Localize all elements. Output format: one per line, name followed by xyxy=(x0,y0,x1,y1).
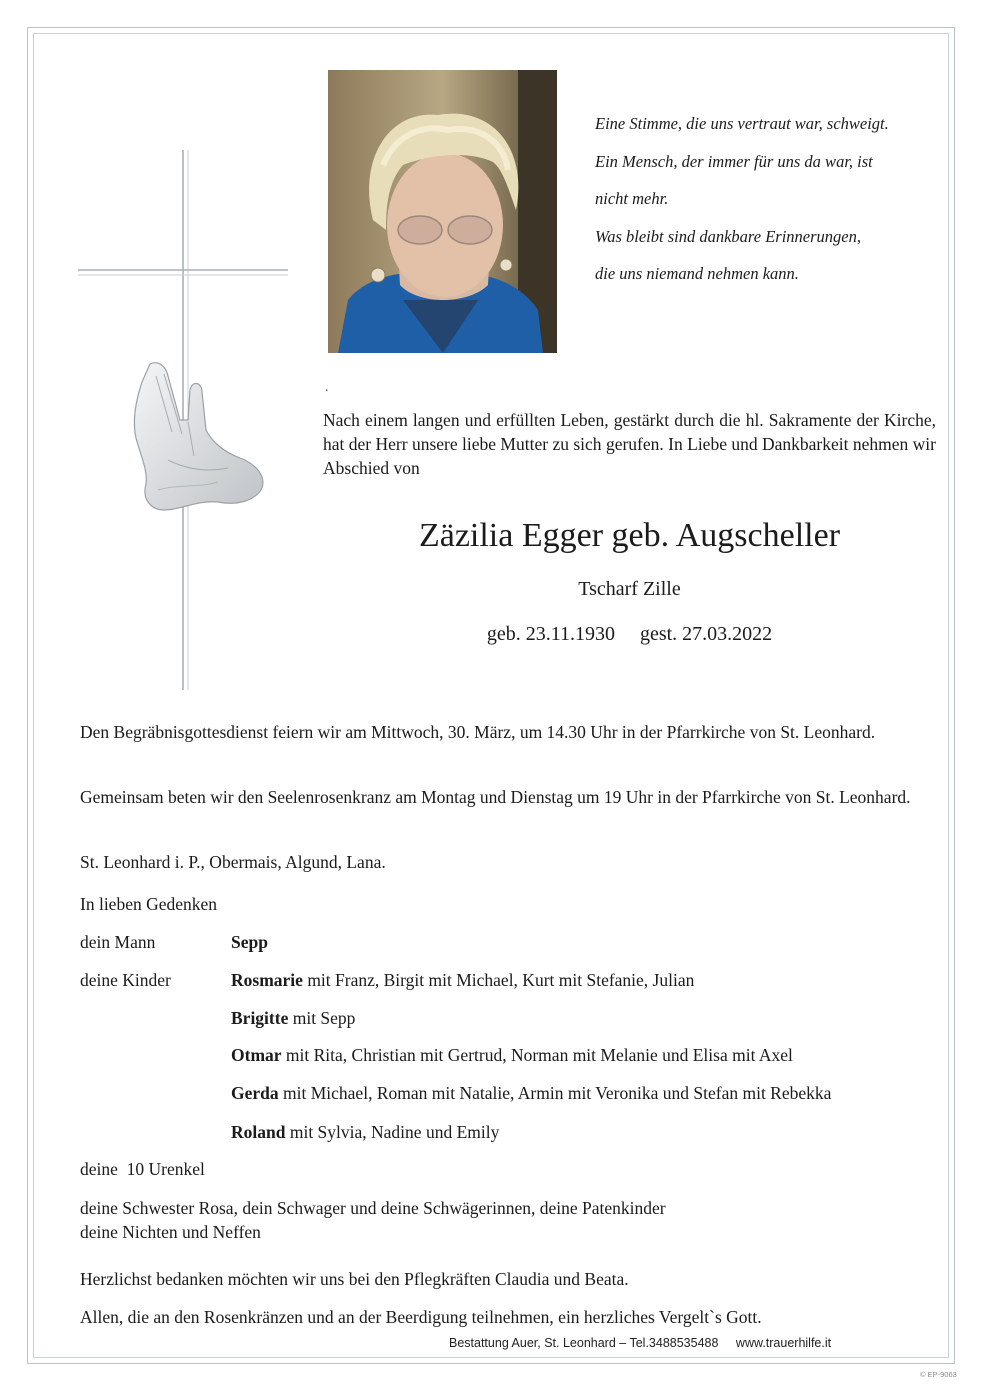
verse-line: Eine Stimme, die uns vertraut war, schweigt. xyxy=(595,114,889,133)
child-row xyxy=(231,1043,793,1067)
relatives-line-1: deine Schwester Rosa, dein Schwager und deine Schwägerinnen, deine Patenkinder xyxy=(80,1198,666,1218)
deceased-nickname: Tscharf Zille xyxy=(578,578,681,600)
portrait-photo xyxy=(328,70,557,353)
mourner-name: Sepp xyxy=(231,932,268,952)
funeral-home-contact: Bestattung Auer, St. Leonhard – Tel.3488535488 xyxy=(449,1336,719,1350)
life-dates xyxy=(323,623,936,646)
small-dot: . xyxy=(325,380,329,395)
verse-line: die uns niemand nehmen kann. xyxy=(595,264,799,283)
child-family: mit Rita, Christian mit Gertrud, Norman mit Melanie und Elisa mit Axel xyxy=(281,1045,793,1065)
child-name: Roland xyxy=(231,1122,286,1142)
child-family: mit Franz, Birgit mit Michael, Kurt mit Stefanie, Julian xyxy=(302,970,695,990)
places-line: St. Leonhard i. P., Obermais, Algund, Lana. xyxy=(80,852,386,872)
verse-line: Ein Mensch, der immer für uns da war, ist xyxy=(595,151,873,171)
child-row xyxy=(231,1006,355,1030)
death-date: gest. 27.03.2022 xyxy=(639,623,773,645)
child-family: mit Sylvia, Nadine und Emily xyxy=(285,1122,500,1142)
funeral-paragraph: Den Begräbnisgottesdienst feiern wir am Mittwoch, 30. März, um 14.30 Uhr in der Pfarrkirche von St. Leonhard. xyxy=(80,722,876,742)
deceased-name: Zäzilia Egger geb. Augscheller xyxy=(418,517,841,554)
birth-date: geb. 23.11.1930 xyxy=(486,623,615,645)
thanks-all-line: Allen, die an den Rosenkränzen und an der Beerdigung teilnehmen, ein herzliches Vergelt`s Gott. xyxy=(80,1307,762,1327)
intro-text: Nach einem langen und erfüllten Leben, gestärkt durch die hl. Sakramente der Kirche, hat der Herr unsere liebe Mutter zu sich gerufen. In Liebe und Dankbarkeit nehmen wir Abschied von xyxy=(323,410,936,478)
child-row xyxy=(231,1120,499,1144)
child-row xyxy=(231,1081,831,1105)
praying-hands-icon xyxy=(128,360,268,520)
child-family: mit Sepp xyxy=(288,1008,356,1028)
relation-label: dein Mann xyxy=(80,932,156,952)
child-name: Brigitte xyxy=(231,1008,289,1028)
mourner-row-children xyxy=(80,968,694,992)
child-family: mit Michael, Roman mit Natalie, Armin mit Veronika und Stefan mit Rebekka xyxy=(278,1083,832,1103)
great-grandchildren-line: deine 10 Urenkel xyxy=(80,1159,205,1179)
relatives-line-2: deine Nichten und Neffen xyxy=(80,1222,261,1242)
memory-line: In lieben Gedenken xyxy=(80,894,218,914)
child-name: Rosmarie xyxy=(231,970,303,990)
rosary-paragraph: Gemeinsam beten wir den Seelenrosenkranz am Montag und Dienstag um 19 Uhr in der Pfarrkirche von St. Leonhard. xyxy=(80,787,911,807)
child-name: Gerda xyxy=(231,1083,279,1103)
verse-line: Was bleibt sind dankbare Erinnerungen, xyxy=(595,226,861,246)
relation-label: deine Kinder xyxy=(80,970,171,990)
memorial-verse xyxy=(595,112,935,300)
website-link[interactable]: www.trauerhilfe.it xyxy=(735,1336,832,1350)
verse-line: nicht mehr. xyxy=(595,189,669,208)
intro-paragraph xyxy=(323,408,936,480)
funeral-home-footer xyxy=(449,1336,831,1350)
mourner-row-husband xyxy=(80,930,268,954)
thanks-care-line: Herzlichst bedanken möchten wir uns bei den Pflegkräften Claudia und Beata. xyxy=(80,1269,629,1289)
template-code: © EP-9063 xyxy=(920,1370,957,1379)
child-name: Otmar xyxy=(231,1045,282,1065)
